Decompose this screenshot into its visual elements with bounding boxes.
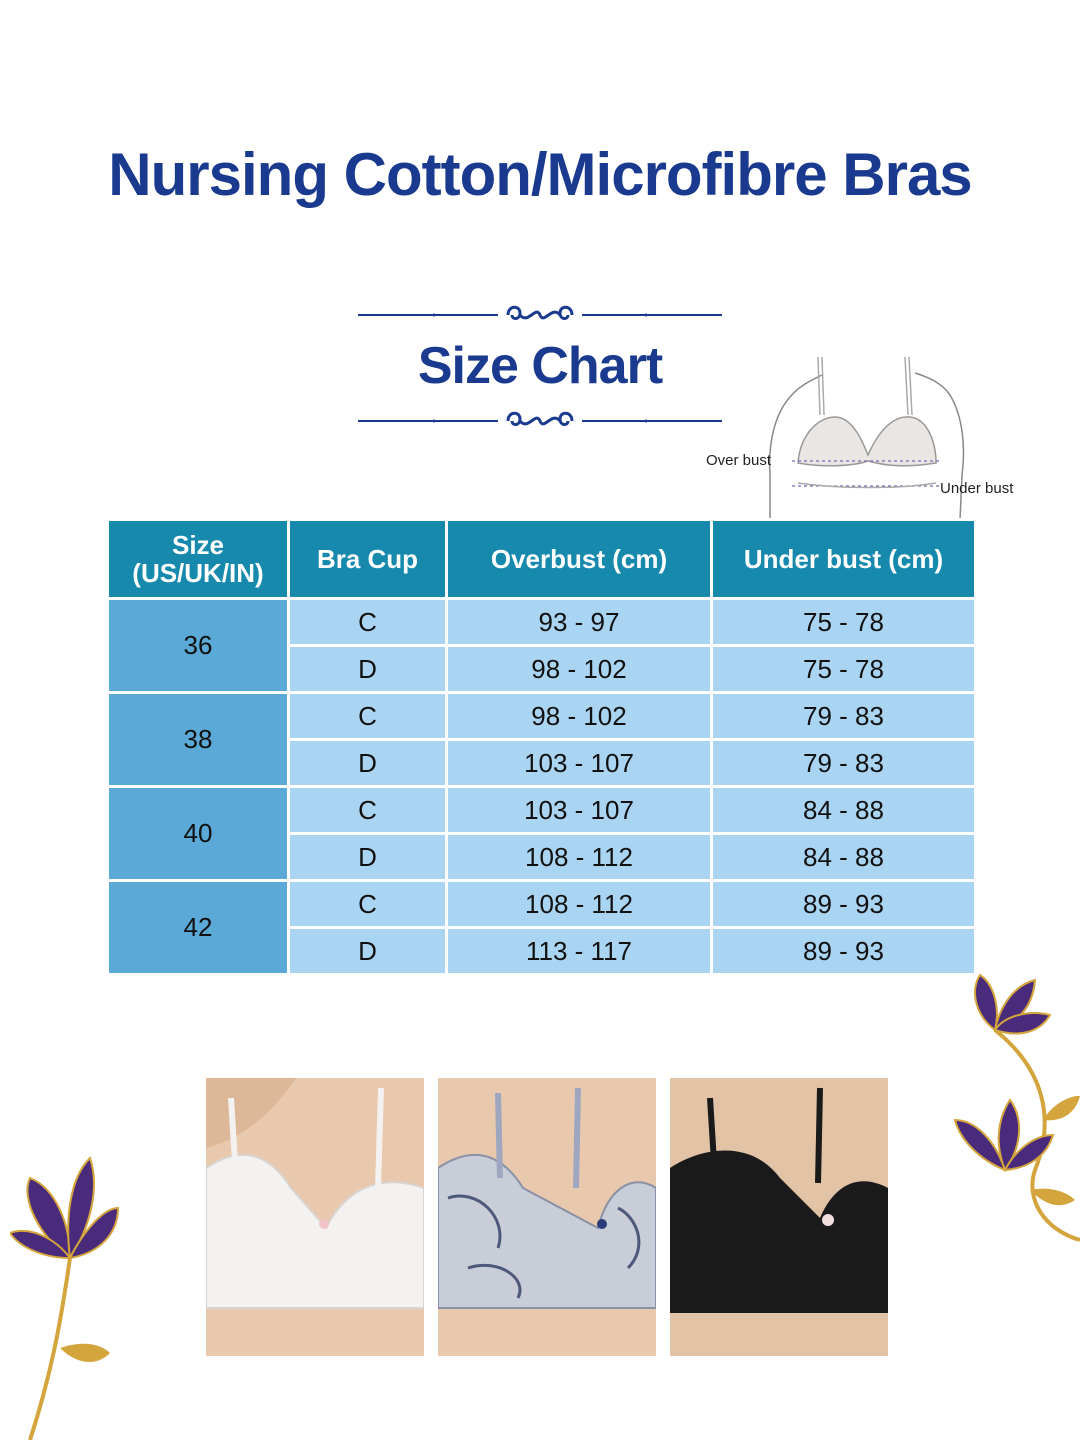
overbust-cell: 98 - 102	[447, 693, 712, 740]
cup-cell: C	[289, 693, 447, 740]
ornament-divider-top-icon	[358, 300, 722, 330]
overbust-cell: 113 - 117	[447, 928, 712, 975]
over-bust-label: Over bust	[706, 452, 772, 469]
overbust-cell: 98 - 102	[447, 646, 712, 693]
size-chart-title: Size Chart	[417, 337, 663, 395]
underbust-cell: 79 - 83	[712, 740, 976, 787]
size-table	[106, 518, 977, 976]
under-bust-label: Under bust	[940, 480, 1014, 497]
underbust-cell: 89 - 93	[712, 928, 976, 975]
page-title: Nursing Cotton/Microfibre Bras	[108, 141, 972, 208]
table-row	[108, 599, 976, 646]
underbust-cell: 75 - 78	[712, 599, 976, 646]
size-cell: 42	[108, 881, 289, 975]
flower-right-icon	[935, 960, 1080, 1250]
black-bra-photo	[670, 1078, 888, 1356]
white-bra-photo	[206, 1078, 424, 1356]
cup-cell: C	[289, 599, 447, 646]
cup-cell: D	[289, 740, 447, 787]
header-bra-cup: Bra Cup	[289, 520, 447, 599]
overbust-cell: 93 - 97	[447, 599, 712, 646]
underbust-cell: 84 - 88	[712, 834, 976, 881]
table-body	[108, 599, 976, 975]
overbust-cell: 108 - 112	[447, 834, 712, 881]
measurement-diagram	[700, 355, 1040, 520]
cup-cell: D	[289, 646, 447, 693]
underbust-cell: 89 - 93	[712, 881, 976, 928]
table-row	[108, 881, 976, 928]
size-cell: 36	[108, 599, 289, 693]
overbust-cell: 103 - 107	[447, 740, 712, 787]
header-underbust: Under bust (cm)	[712, 520, 976, 599]
cup-cell: D	[289, 834, 447, 881]
overbust-cell: 108 - 112	[447, 881, 712, 928]
underbust-cell: 84 - 88	[712, 787, 976, 834]
cup-cell: D	[289, 928, 447, 975]
table-header-row	[108, 520, 976, 599]
overbust-cell: 103 - 107	[447, 787, 712, 834]
table-row	[108, 693, 976, 740]
header-size: Size (US/UK/IN)	[108, 520, 289, 599]
underbust-cell: 79 - 83	[712, 693, 976, 740]
printed-bra-photo	[438, 1078, 656, 1356]
cup-cell: C	[289, 881, 447, 928]
underbust-cell: 75 - 78	[712, 646, 976, 693]
table-row	[108, 787, 976, 834]
cup-cell: C	[289, 787, 447, 834]
header-overbust: Overbust (cm)	[447, 520, 712, 599]
flower-left-icon	[10, 1148, 120, 1440]
size-cell: 38	[108, 693, 289, 787]
size-cell: 40	[108, 787, 289, 881]
ornament-divider-bottom-icon	[358, 406, 722, 436]
